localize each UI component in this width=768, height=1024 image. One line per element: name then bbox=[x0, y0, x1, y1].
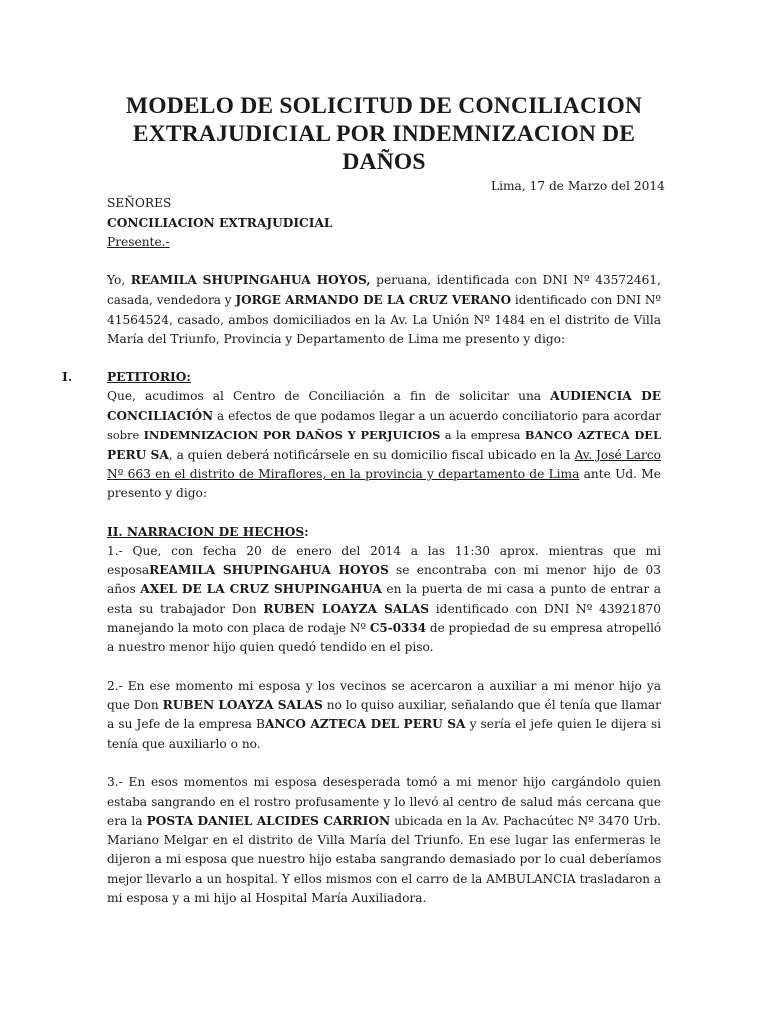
addressee-line: Presente.- bbox=[107, 235, 170, 249]
intro-line: María del Triunfo, Provincia y Departamento de Lima me presento y digo: bbox=[107, 332, 566, 346]
petitorio-line: presento y digo: bbox=[107, 486, 207, 500]
text-run: en la puerta de mi casa a punto de entrar a bbox=[381, 582, 661, 596]
text-run-bold: JORGE ARMANDO DE LA CRUZ VERANO bbox=[235, 293, 512, 307]
text-run-bold: BANCO AZTECA DEL bbox=[524, 428, 661, 442]
hechos-line: 3.- En esos momentos mi esposa desesperada tomó a mi menor hijo cargándolo quien bbox=[107, 775, 661, 789]
address-link-text: Av. José Larco bbox=[574, 448, 661, 462]
text-run-bold: CONCILIACIÓN bbox=[107, 409, 214, 423]
text-run-bold: REAMILA SHUPINGAHUA HOYOS bbox=[149, 563, 389, 577]
text-run-bold: INDEMNIZACION POR DAÑOS Y PERJUICIOS bbox=[143, 428, 441, 442]
section-number: I. bbox=[62, 369, 73, 384]
intro-line bbox=[107, 272, 661, 289]
date-line: Lima, 17 de Marzo del 2014 bbox=[491, 179, 665, 193]
section-heading-text: II. NARRACION DE HECHOS bbox=[107, 525, 305, 539]
text-run: a efectos de que podamos llegar a un acuerdo conciliatorio para acordar bbox=[213, 409, 661, 423]
hechos-line: 1.- Que, con fecha 20 de enero del 2014 a las 11:30 aprox. mientras que mi bbox=[107, 544, 661, 558]
title-line: DAÑOS bbox=[342, 149, 426, 175]
text-run: años bbox=[107, 582, 141, 596]
title-line: MODELO DE SOLICITUD DE CONCILIACION bbox=[125, 93, 643, 119]
text-run: ubicada en la Av. Pachacútec Nº 3470 Urb. bbox=[390, 814, 661, 828]
hechos-line bbox=[107, 601, 661, 618]
hechos-line bbox=[107, 562, 661, 579]
text-run-bold: ANCO AZTECA DEL PERU SA bbox=[264, 717, 466, 731]
hechos-line: estaba sangrando en el rostro profusamente y lo llevó al centro de salud más cercana que bbox=[107, 795, 661, 809]
text-run: de propiedad de su empresa atropelló bbox=[426, 621, 662, 635]
text-run: que Don bbox=[107, 698, 163, 712]
hechos-line: tenía que auxiliarlo o no. bbox=[107, 737, 261, 751]
text-run: se encontraba con mi menor hijo de 03 bbox=[388, 563, 661, 577]
text-run: y sería el jefe quien le dijera si bbox=[465, 717, 661, 731]
hechos-line bbox=[107, 697, 661, 714]
intro-line bbox=[107, 292, 661, 309]
text-run: identificado con DNI Nº 43921870 bbox=[429, 602, 661, 616]
text-run-bold: POSTA DANIEL ALCIDES CARRION bbox=[146, 814, 391, 828]
hechos-line bbox=[107, 620, 661, 637]
text-run: a su Jefe de la empresa B bbox=[107, 717, 265, 731]
petitorio-line bbox=[107, 466, 661, 483]
text-run: casada, vendedora y bbox=[107, 293, 236, 307]
hechos-line bbox=[107, 581, 661, 598]
text-run-bold: AUDIENCIA DE bbox=[550, 389, 661, 403]
petitorio-line bbox=[107, 388, 661, 405]
text-run: no lo quiso auxiliar, señalando que él tenía que llamar bbox=[322, 698, 661, 712]
text-run: ante Ud. Me bbox=[579, 467, 661, 481]
petitorio-line bbox=[107, 408, 661, 425]
text-run-bold: AXEL DE LA CRUZ SHUPINGAHUA bbox=[140, 582, 382, 596]
addressee-institution: CONCILIACION EXTRAJUDICIAL bbox=[107, 216, 333, 230]
petitorio-line bbox=[107, 427, 661, 444]
text-run: identificado con DNI Nº bbox=[511, 293, 662, 307]
text-run-bold: C5-0334 bbox=[369, 621, 427, 635]
addressee-line: SEÑORES bbox=[107, 196, 172, 210]
document-title bbox=[90, 92, 678, 176]
title-line: EXTRAJUDICIAL POR INDEMNIZACION DE bbox=[132, 121, 636, 147]
section-heading-colon: : bbox=[304, 525, 309, 539]
text-run: esta su trabajador Don bbox=[107, 602, 264, 616]
hechos-line bbox=[107, 716, 661, 733]
text-run: Yo, bbox=[107, 273, 131, 287]
intro-line: 41564524, casado, ambos domiciliados en la Av. La Unión Nº 1484 en el distrito de Villa bbox=[107, 313, 661, 327]
hechos-line: Mariano Melgar en el distrito de Villa María del Triunfo. En ese lugar las enfermeras le bbox=[107, 833, 661, 847]
hechos-line: mi esposa y a mi hijo al Hospital María Auxiliadora. bbox=[107, 891, 427, 905]
text-run: Que, acudimos al Centro de Conciliación a fin de solicitar una bbox=[107, 389, 551, 403]
text-run-bold: PERU SA bbox=[107, 448, 169, 462]
text-run: sobre bbox=[107, 428, 144, 442]
text-run-bold: RUBEN LOAYZA SALAS bbox=[162, 698, 323, 712]
hechos-line: mejor llevarlo a un hospital. Y ellos mismos con el carro de la AMBULANCIA trasladaron a bbox=[107, 872, 661, 886]
text-run: a la empresa bbox=[440, 428, 525, 442]
addressee-line bbox=[107, 215, 332, 232]
text-run: era la bbox=[107, 814, 147, 828]
text-run: peruana, identificada con DNI Nº 43572461, bbox=[370, 273, 661, 287]
hechos-line: dijeron a mi esposa que nuestro hijo estaba sangrando demasiado por lo cual deberíamos bbox=[107, 852, 662, 866]
hechos-line: a nuestro menor hijo quien quedó tendido en el piso. bbox=[107, 640, 434, 654]
text-run-bold: REAMILA SHUPINGAHUA HOYOS, bbox=[130, 273, 371, 287]
text-run: manejando la moto con placa de rodaje Nº bbox=[107, 621, 370, 635]
text-run: , a quien deberá notificársele en su domicilio fiscal ubicado en la bbox=[168, 448, 575, 462]
section-heading: PETITORIO: bbox=[107, 370, 191, 384]
petitorio-line bbox=[107, 447, 661, 464]
hechos-line: 2.- En ese momento mi esposa y los vecinos se acercaron a auxiliar a mi menor hijo ya bbox=[107, 679, 661, 693]
section-heading bbox=[107, 524, 309, 541]
hechos-line bbox=[107, 813, 661, 830]
address-text: Nº 663 en el distrito de Miraflores, en la provincia y departamento de Lima bbox=[107, 467, 580, 481]
text-run: esposa bbox=[107, 563, 150, 577]
text-run-bold: RUBEN LOAYZA SALAS bbox=[263, 602, 430, 616]
